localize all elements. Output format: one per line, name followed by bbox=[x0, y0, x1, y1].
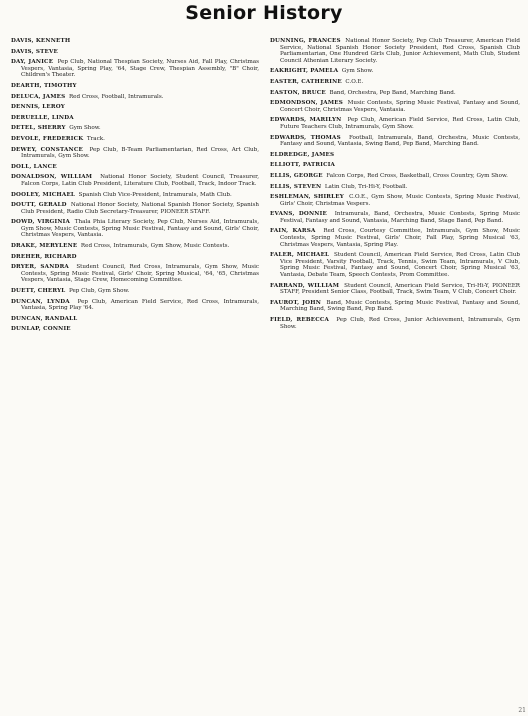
student-name: DUETT, CHERYL bbox=[11, 288, 66, 295]
student-name: EDWARDS, THOMAS bbox=[270, 134, 341, 141]
student-name: ELLIS, GEORGE bbox=[270, 172, 323, 179]
student-activities: Track. bbox=[86, 135, 105, 142]
student-name: EVANS, DONNIE bbox=[270, 211, 327, 218]
senior-entry bbox=[11, 115, 259, 122]
student-name: DUNCAN, RANDALL bbox=[11, 315, 78, 322]
senior-entry bbox=[270, 211, 520, 224]
student-activities: Music Contests, Spring Music Festival, Fantasy and Sound, Concert Choir, Christmas Vespers, Vantasia. bbox=[280, 100, 521, 113]
student-activities: National Honor Society, National Spanish Honor Society, Spanish Club President, Radio Club Secretary-Treasurer, PIONEER STAFF. bbox=[21, 202, 259, 215]
student-name: DEWEY, CONSTANCE bbox=[11, 146, 83, 153]
student-name: DOUTT, GERALD bbox=[11, 202, 67, 209]
student-name: DUNCAN, LYNDA bbox=[11, 298, 70, 305]
student-name: EASTON, BRUCE bbox=[270, 89, 326, 96]
senior-entry bbox=[270, 90, 520, 97]
student-name: DRAKE, MERYLENE bbox=[11, 243, 78, 250]
senior-entry bbox=[270, 184, 520, 191]
student-activities: Band, Music Contests, Spring Music Festival, Fantasy and Sound, Marching Band, Swing Band, Pep Band. bbox=[280, 299, 520, 313]
student-name: DOWD, VIRGINIA bbox=[11, 219, 71, 226]
senior-entry bbox=[11, 49, 259, 56]
student-name: DOOLEY, MICHAEL bbox=[11, 191, 76, 198]
senior-entry bbox=[270, 283, 520, 296]
senior-entry bbox=[11, 264, 259, 284]
student-name: DELUCA, JAMES bbox=[11, 93, 66, 100]
senior-entry bbox=[270, 79, 520, 86]
senior-entry bbox=[270, 117, 520, 130]
student-activities: Pep Club, American Field Service, Red Cross, Latin Club, Future Teachers Club, Intramurals, Gym Show. bbox=[280, 117, 520, 130]
student-name: FAUROT, JOHN bbox=[270, 299, 322, 306]
student-name: FARRAND, WILLIAM bbox=[270, 282, 340, 289]
student-activities: C.O.E. bbox=[345, 78, 364, 85]
student-name: DAY, JANICE bbox=[11, 59, 54, 66]
page-number: 21 bbox=[518, 707, 526, 714]
student-name: ELDREDGE, JAMES bbox=[270, 151, 335, 158]
senior-entry bbox=[11, 254, 259, 261]
senior-entry bbox=[11, 83, 259, 90]
right-column bbox=[270, 38, 520, 716]
student-activities: Band, Orchestra, Pep Band, Marching Band. bbox=[329, 89, 456, 96]
student-name: DUNNING, FRANCES bbox=[270, 38, 341, 44]
student-activities: Football, Intramurals, Band, Orchestra, Music Contests, Fantasy and Sound, Vantasia, Swing Band, Pep Band, Marching Band. bbox=[280, 134, 520, 148]
student-activities: Pep Club, American Field Service, Red Cross, Intramurals, Vantasia, Spring Play '64. bbox=[21, 298, 259, 312]
student-name: EDMONDSON, JAMES bbox=[270, 100, 343, 107]
student-name: DENNIS, LEROY bbox=[11, 104, 66, 111]
student-name: EAKRIGHT, PAMELA bbox=[270, 68, 339, 75]
senior-entry bbox=[11, 59, 259, 79]
senior-entry bbox=[270, 38, 520, 64]
senior-entry bbox=[11, 192, 259, 199]
student-activities: Intramurals, Band, Orchestra, Music Contests, Spring Music Festival, Fantasy and Sound, Vantasia, Marching Band, Stage Band, Pep Band. bbox=[280, 211, 520, 224]
student-activities: Red Cross, Football, Intramurals. bbox=[68, 93, 164, 100]
student-name: ESHLEMAN, SHIRLEY bbox=[270, 194, 344, 201]
senior-entry bbox=[11, 326, 259, 333]
senior-entry bbox=[11, 174, 259, 187]
student-activities: Latin Club, Tri-Hi-Y, Football. bbox=[324, 183, 408, 190]
student-activities: Gym Show. bbox=[69, 125, 101, 132]
senior-entry bbox=[11, 288, 259, 295]
student-activities: National Honor Society, Pep Club Treasurer, American Field Service, National Spanish Honor Society President, Red Cross, Spanish Club Parliamentarian, One Hundred Girls Club, Junior Achievement, Math Club, Student Council Athenian Literary Society. bbox=[280, 38, 520, 64]
senior-entry bbox=[270, 228, 520, 248]
student-activities: Student Council, American Field Service, Red Cross, Latin Club Vice President, Varsity Football, Track, Tennis, Swim Team, Intramurals, V Club, Spring Music Festival, Fantasy and Sound, Concert Choir, Spring Musical '63, Vantasia, Debate Team, Speech Contests, Prom Committee. bbox=[280, 252, 521, 279]
student-activities: Thala Phia Literary Society, Pep Club, Nurses Aid, Intramurals, Gym Show, Music Contests, Spring Music Festival, Fantasy and Sound, Girls' Choir, Christmas Vespers, Vantasia. bbox=[21, 219, 259, 239]
student-name: DEARTH, TIMOTHY bbox=[11, 82, 77, 89]
student-activities: Student Council, Red Cross, Intramurals, Gym Show, Music Contests, Spring Music Festival, Girls' Choir, Spring Musical, '64, '65, Christmas Vespers, Vantasia, Stage Crew, Homecoming Committee. bbox=[21, 264, 260, 284]
senior-entry bbox=[270, 68, 520, 75]
student-name: DERUELLE, LINDA bbox=[11, 114, 74, 121]
senior-entry bbox=[11, 125, 259, 132]
senior-entry bbox=[270, 135, 520, 148]
student-name: DEVOLE, FREDERICK bbox=[11, 135, 84, 142]
senior-entry bbox=[11, 316, 259, 323]
student-name: FIELD, REBECCA bbox=[270, 317, 330, 323]
student-name: DETEL, SHERRY bbox=[11, 125, 66, 132]
student-name: DONALDSON, WILLIAM bbox=[11, 174, 93, 181]
senior-entry bbox=[270, 194, 520, 207]
senior-entry bbox=[270, 162, 520, 169]
student-name: EDWARDS, MARILYN bbox=[270, 117, 342, 124]
student-activities: Falcon Corps, Red Cross, Basketball, Cross Country, Gym Show. bbox=[326, 172, 508, 179]
student-activities: Pep Club, Gym Show. bbox=[68, 288, 130, 295]
senior-entry bbox=[11, 38, 259, 45]
student-name: FAIN, KARSA bbox=[270, 228, 316, 235]
student-name: DOLL, LANCE bbox=[11, 163, 57, 170]
student-activities: National Honor Society, Student Council, Treasurer, Falcon Corps, Latin Club President, Literature Club, Football, Track, Indoor Track. bbox=[21, 174, 259, 187]
student-activities: Pep Club, National Thespian Society, Nurses Aid, Fall Play, Christmas Vespers, Vantasia, Spring Play, '64, Stage Crew, Thespian Assembly, "B" Choir, Children's Theater. bbox=[21, 59, 259, 79]
senior-entry bbox=[11, 104, 259, 111]
senior-entry bbox=[11, 94, 259, 101]
student-activities: Red Cross, Intramurals, Gym Show, Music Contests. bbox=[80, 243, 230, 250]
senior-entry bbox=[11, 243, 259, 250]
senior-entry bbox=[11, 219, 259, 239]
senior-entry bbox=[11, 164, 259, 171]
student-name: ELLIOTT, PATRICIA bbox=[270, 162, 336, 169]
left-column bbox=[11, 38, 259, 716]
senior-entry bbox=[270, 152, 520, 159]
student-name: DAVIS, KENNETH bbox=[11, 38, 71, 44]
student-activities: Student Council, American Field Service, Tri-Hi-Y, PIONEER STAFF, President Senior Class, Football, Track, Swim Team, V Club, Concert Choir. bbox=[280, 282, 520, 296]
senior-entry bbox=[270, 173, 520, 180]
senior-entry bbox=[270, 100, 520, 113]
student-name: FALER, MICHAEL bbox=[270, 252, 330, 259]
student-activities: Gym Show. bbox=[341, 68, 374, 75]
student-activities: C.O.E., Gym Show, Music Contests, Spring Music Festival, Girls' Choir, Christmas Vespers. bbox=[280, 194, 520, 207]
senior-entry bbox=[270, 252, 520, 278]
student-activities: Pep Club, B-Team Parliamentarian, Red Cross, Art Club, Intramurals, Gym Show. bbox=[21, 146, 259, 160]
senior-entry bbox=[11, 147, 259, 160]
senior-entry bbox=[270, 317, 520, 330]
senior-entry bbox=[11, 299, 259, 312]
page-title: Senior History bbox=[185, 2, 343, 24]
student-name: DRYER, SANDRA bbox=[11, 264, 69, 271]
student-activities: Red Cross, Courtesy Committee, Intramurals, Gym Show, Music Contests, Spring Music Festival, Girls' Choir, Fall Play, Spring Musical '63, Christmas Vespers, Vantasia, Spring Play. bbox=[280, 228, 521, 248]
student-name: DREHER, RICHARD bbox=[11, 253, 77, 260]
student-name: DAVIS, STEVE bbox=[11, 48, 58, 55]
senior-entry bbox=[11, 202, 259, 215]
student-activities: Pep Club, Red Cross, Junior Achievement, Intramurals, Gym Show. bbox=[280, 317, 521, 330]
student-name: EASTER, CATHERINE bbox=[270, 78, 342, 85]
student-name: ELLIS, STEVEN bbox=[270, 183, 322, 190]
student-name: DUNLAP, CONNIE bbox=[11, 326, 71, 333]
student-activities: Spanish Club Vice-President, Intramurals, Math Club. bbox=[78, 191, 232, 198]
senior-entry bbox=[270, 300, 520, 313]
senior-entry bbox=[11, 136, 259, 143]
